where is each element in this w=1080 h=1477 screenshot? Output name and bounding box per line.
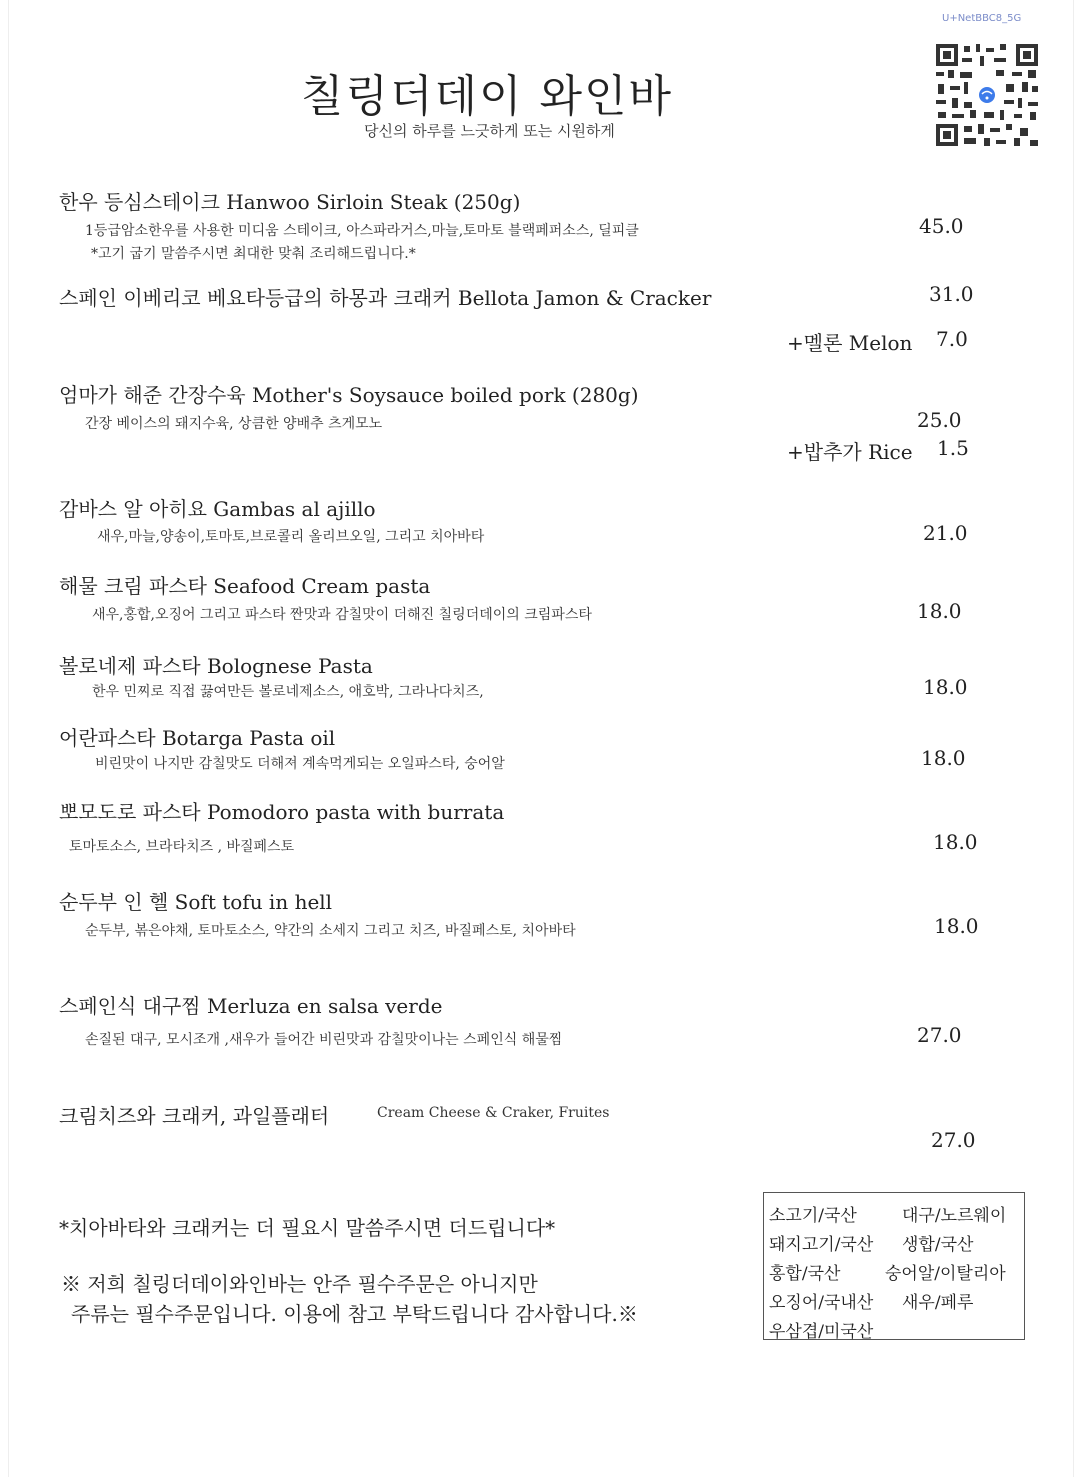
menu-item-name: 크림치즈와 크래커, 과일플래터 (59, 1104, 330, 1128)
menu-item-description: 비린맛이 나지만 감칠맛도 더해져 계속먹게되는 오일파스타, 숭어알 (95, 756, 505, 772)
menu-item-price: 45.0 (919, 214, 964, 238)
menu-item-name: 순두부 인 헬 Soft tofu in hell (59, 890, 333, 914)
menu-item-name: 스페인식 대구찜 Merluza en salsa verde (59, 994, 443, 1018)
wifi-network-label: U+NetBBC8_5G (942, 13, 1022, 24)
menu-item-price: 31.0 (929, 282, 974, 306)
menu-item-price: 18.0 (933, 830, 978, 854)
menu-item-addon: +멜론 Melon (787, 331, 913, 355)
menu-item-note: *고기 굽기 말씀주시면 최대한 맞춰 조리해드립니다.* (91, 246, 416, 262)
menu-item-name: 뽀모도로 파스타 Pomodoro pasta with burrata (59, 800, 505, 824)
menu-item-name: 감바스 알 아히요 Gambas al ajillo (59, 497, 376, 521)
menu-item-name: 어란파스타 Botarga Pasta oil (59, 726, 336, 750)
menu-item-description: 손질된 대구, 모시조개 ,새우가 들어간 비린맛과 감칠맛이나는 스페인식 해물찜 (85, 1032, 563, 1048)
origin-entry: 홍합/국산 (769, 1264, 841, 1284)
menu-item-description: 새우,홍합,오징어 그리고 파스타 짠맛과 감칠맛이 더해진 칠링더데이의 크림파스타 (92, 607, 592, 623)
menu-item-price: 18.0 (934, 914, 979, 938)
refill-note: *치아바타와 크래커는 더 필요시 말씀주시면 더드립니다* (59, 1216, 556, 1240)
origin-entry: 돼지고기/국산 (769, 1235, 874, 1255)
origin-entry: 숭어알/이탈리아 (885, 1264, 1006, 1284)
page-title: 칠링더데이 와인바 (301, 71, 674, 122)
origin-entry: 생합/국산 (902, 1235, 974, 1255)
menu-item-name-english: Cream Cheese & Craker, Fruites (377, 1105, 610, 1121)
menu-item-price: 27.0 (917, 1023, 962, 1047)
menu-item-price: 21.0 (923, 521, 968, 545)
menu-item-name: 한우 등심스테이크 Hanwoo Sirloin Steak (250g) (59, 190, 521, 214)
menu-item-name: 볼로네제 파스타 Bolognese Pasta (59, 654, 373, 678)
wifi-qr-code-icon (934, 42, 1040, 148)
menu-item-addon: +밥추가 Rice (787, 440, 913, 464)
origin-info-box (763, 1192, 1025, 1340)
order-policy-note-continued: 주류는 필수주문입니다. 이용에 참고 부탁드립니다 감사합니다.※ (71, 1302, 638, 1326)
menu-item-description: 1등급암소한우를 사용한 미디움 스테이크, 아스파라거스,마늘,토마토 블랙페퍼소스, 딜피클 (85, 223, 639, 239)
origin-entry: 대구/노르웨이 (902, 1206, 1007, 1226)
origin-entry: 우삼겹/미국산 (769, 1322, 874, 1342)
menu-item-price: 18.0 (923, 675, 968, 699)
origin-entry: 새우/페루 (902, 1293, 974, 1313)
menu-item-description: 간장 베이스의 돼지수육, 상큼한 양배추 츠게모노 (85, 416, 383, 432)
menu-item-name: 스페인 이베리코 베요타등급의 하몽과 크래커 Bellota Jamon & Cracker (59, 286, 712, 310)
menu-item-price: 18.0 (917, 599, 962, 623)
menu-item-price: 27.0 (931, 1128, 976, 1152)
order-policy-note: ※ 저희 칠링더데이와인바는 안주 필수주문은 아니지만 (61, 1272, 538, 1296)
origin-entry: 오징어/국내산 (769, 1293, 874, 1313)
page-subtitle: 당신의 하루를 느긋하게 또는 시원하게 (364, 122, 615, 140)
menu-item-price: 18.0 (921, 746, 966, 770)
menu-item-description: 토마토소스, 브라타치즈 , 바질페스토 (69, 839, 295, 855)
menu-item-description: 한우 민찌로 직접 끓여만든 볼로네제소스, 애호박, 그라나다치즈, (92, 684, 484, 700)
menu-item-price: 25.0 (917, 408, 962, 432)
origin-entry: 소고기/국산 (769, 1206, 857, 1226)
menu-item-name: 해물 크림 파스타 Seafood Cream pasta (59, 574, 431, 598)
menu-item-description: 새우,마늘,양송이,토마토,브로콜리 올리브오일, 그리고 치아바타 (97, 529, 485, 545)
menu-item-addon-price: 7.0 (936, 327, 968, 351)
menu-item-name: 엄마가 해준 간장수육 Mother's Soysauce boiled pork (280g) (59, 383, 639, 407)
menu-item-addon-price: 1.5 (937, 436, 969, 460)
menu-item-description: 순두부, 볶은야채, 토마토소스, 약간의 소세지 그리고 치즈, 바질페스토, 치아바타 (85, 923, 576, 939)
menu-page (8, 0, 1074, 1477)
